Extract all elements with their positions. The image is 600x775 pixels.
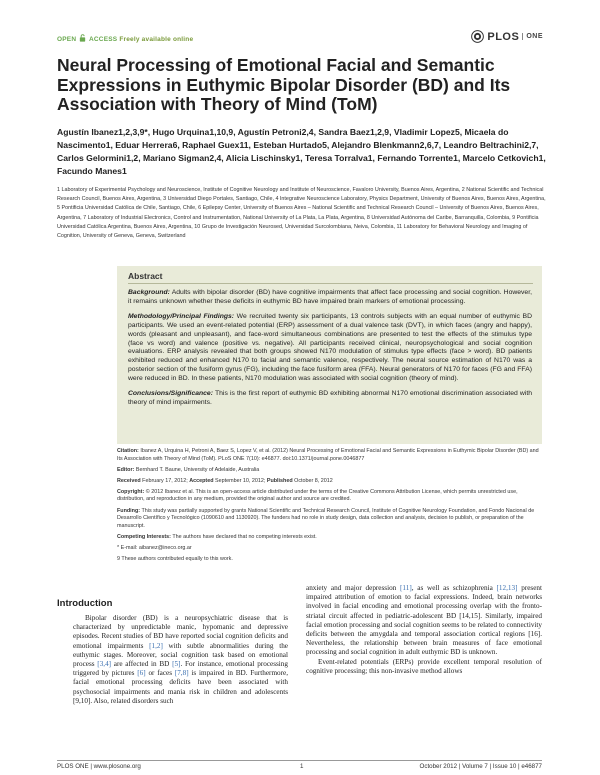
conclusions-text: This is the first report of euthymic BD exhibiting abnormal N170 emotional discrimination associated with theory of mind impairments. — [128, 390, 532, 406]
methods-text: We recruited twenty six participants, 13 controls subjects with an equal number of euthymic BD participants. We used an event-related potential (ERP) assessment of a dual valence task (DVT), in which faces (angry and happy), words (pleasant and unpleasant), and face-word simultaneous combinations are presented to test the effects of the stimulus type (face vs word) and valence (positive vs. negative). All participants received clinical, neuropsychological and social cognition evaluations. ERP analysis revealed that both groups showed N170 modulation of stimulus type effects (face > word). BD patients exhibited reduced and enhanced N170 to facial and semantic valence, respectively. The neural source estimation of N170 was a posterior section of the fusiform gyrus (FG), including the face fusiform area (FFA). Neural generators of N170 for faces (FG and FFA) were reduced in BD. In these patients, N170 modulation was associated with social cognition (theory of mind). — [128, 312, 532, 383]
citation-link[interactable]: [3,4] — [97, 660, 112, 669]
citation-link[interactable]: [7,8] — [174, 669, 189, 678]
funding-label: Funding: — [117, 507, 141, 514]
intro-paragraph-2: Event-related potentials (ERPs) provide excellent temporal resolution of cognitive processing; this non-invasive method allows — [306, 657, 542, 675]
citation — [117, 448, 542, 463]
open-access-banner[interactable] — [57, 34, 193, 43]
access-label: ACCESS — [89, 36, 118, 43]
accepted-date: September 10, 2012; — [213, 477, 267, 484]
editor — [117, 467, 542, 475]
background-label: Background: — [128, 289, 170, 296]
competing-text: The authors have declared that no competing interests exist. — [170, 533, 317, 540]
copyright-text: © 2012 Ibanez et al. This is an open-access article distributed under the terms of the Creative Commons Attribution License, which permits unrestricted use, distribution, and reproduction in any medium, provided the original author and source are credited. — [117, 488, 518, 503]
copyright-label: Copyright: — [117, 488, 145, 495]
published-date: October 8, 2012 — [292, 477, 333, 484]
citation-link[interactable]: [12,13] — [496, 584, 518, 592]
methods-label: Methodology/Principal Findings: — [128, 312, 235, 320]
published-label: Published — [266, 477, 293, 484]
intro-text: anxiety and major depression — [306, 584, 401, 592]
citation-link[interactable]: [11] — [400, 584, 412, 592]
article-title: Neural Processing of Emotional Facial and Semantic Expressions in Euthymic Bipolar Disorder (BD) and Its Association with Theory of Mind (ToM) — [57, 55, 511, 114]
intro-text: is impaired in BD. Furthermore, facial emotional processing deficits have been associated with psychosocial impairments and mania risk in children and adolescents [9,10]. Also, related disorders such — [73, 669, 289, 705]
author-list: Agustín Ibanez1,2,3,9*, Hugo Urquina1,10,9, Agustín Petroni2,4, Sandra Baez1,2,9, Vladimir Lopez5, Micaela do Nascimento1, Eduar Herrera6, Raphael Guex11, Esteban Hurtado5, Alejandro Blenkmann2,6,7, Leandro Beltrachini2,7, Carlos Gelormini1,2, Mariano Sigman2,4, Alicia Lischinsky1, Teresa Torralva1, Fernando Torrente1, Marcelo Cetkovich1, Facundo Manes1 — [57, 127, 546, 176]
abstract-heading: Abstract — [128, 271, 163, 281]
footer-divider — [57, 760, 542, 761]
citation-label: Citation: — [117, 448, 139, 454]
editor-label: Editor: — [117, 466, 135, 473]
intro-paragraph-1-cont — [306, 584, 542, 658]
intro-text: are affected in BD — [111, 660, 173, 669]
journal-suffix: ONE — [522, 33, 543, 40]
editor-text: Bernhard T. Baune, University of Adelaide, Australia — [134, 466, 260, 473]
dates — [117, 478, 542, 486]
footer-journal-url[interactable]: PLOS ONE | www.plosone.org — [57, 763, 141, 770]
open-label: OPEN — [57, 36, 77, 43]
citation-text: Ibanez A, Urquina H, Petroni A, Baez S, Lopez V, et al. (2012) Neural Processing of Emotional Facial and Semantic Expressions in Euthymic Bipolar Disorder (BD) and Its Association with Theory of Mind (ToM). PLoS ONE 7(10): e46877. doi:10.1371/journal.pone.0046877 — [117, 448, 539, 462]
intro-text: . For instance, emotional processing triggered by pictures — [73, 660, 288, 678]
conclusions-label: Conclusions/Significance: — [128, 390, 213, 398]
abstract-methods — [128, 313, 532, 384]
contact-email[interactable]: * E-mail: aibanez@ineco.org.ar — [117, 544, 192, 551]
abstract-body — [128, 289, 532, 414]
competing-label: Competing Interests: — [117, 533, 171, 540]
received-date: February 17, 2012; — [140, 477, 190, 484]
free-label: Freely available online — [119, 36, 194, 43]
copyright — [117, 489, 542, 504]
abstract-background — [128, 289, 532, 307]
journal-name: PLOS — [487, 30, 520, 43]
citation-link[interactable]: [5] — [172, 660, 181, 669]
intro-column-left — [73, 614, 288, 706]
background-text: Adults with bipolar disorder (BD) have cognitive impairments that affect face processing and social cognition. However, it remains unknown whether these deficits in euthymic BD have impaired brain markers of emotional processing. — [128, 289, 532, 305]
funding-text: This study was partially supported by grants National Scientific and Technical Research Council, Institute of Cognitive Neurology Foundation, and Fondo Nacional de Desarrollo Científico y Tecnológico (1090610 and 1130920). The funders had no role in study design, data collection and analysis, decision to publish, or preparation of the manuscript. — [117, 507, 535, 529]
introduction-heading: Introduction — [57, 598, 113, 609]
affiliations: 1 Laboratory of Experimental Psychology and Neuroscience, Institute of Cognitive Neurology and Institute of Neuroscience, Favaloro University, Buenos Aires, Argentina, 2 National Scientific and Technical Research Council, Buenos Aires, Argentina, 3 Universidad Diego Portales, Santiago, Chile, 4 Integrative Neuroscience Laboratory, Physics Department, University of Buenos Aires, Buenos Aires, Argentina, 5 Pontificia Universidad Católica de Chile, Santiago, Chile, 6 Epilepsy Center, University of Buenos Aires – National Scientific and Technical Research Council – University of Buenos Aires, Buenos Aires, Argentina, 7 Laboratory of Industrial Electronics, Control and Instrumentation, National University of La Plata, La Plata, Argentina, 8 Universidad Autónoma del Caribe, Barranquilla, Colombia, 9 Pontificia Universidad Católica Argentina, Buenos Aires, Argentina, 10 Grupo de Investigación Neurosed, Universidad Surcolombiana, Neiva, Colombia, 11 Laboratory for Behavioral Neurology and Imaging of Cognition, University of Geneva, Geneva, Switzerland — [57, 187, 546, 240]
intro-text: present impaired attribution of emotion to facial expressions. Indeed, brain networks involved in facial encoding and emotional processing overlap with the fronto-striatal circuit affected in pediatric-adolescent BD [14,15]. Similarly, impaired facial emotion processing and social cognition seems to be related to connectivity deficits between the amygdala and temporal association cortical regions [16]. Nevertheless, the relationship between brain measures of face emotional processing and social cognition in adult euthymic BD is unknown. — [306, 584, 542, 657]
article-metadata — [117, 448, 542, 567]
abstract-conclusions — [128, 390, 532, 408]
footer-issue-info: October 2012 | Volume 7 | Issue 10 | e46877 — [419, 763, 542, 770]
accepted-label: Accepted — [189, 477, 214, 484]
intro-text: Bipolar disorder (BD) is a neuropsychiatric disease that is characterized by unpredictable manic, hypomanic and depressive episodes. Recent studies of BD have reported social cognition deficits and emotional impairments — [73, 614, 288, 650]
intro-paragraph-1 — [73, 614, 288, 706]
equal-contribution-note: 9 These authors contributed equally to this work. — [117, 556, 233, 563]
funding — [117, 508, 542, 531]
intro-column-right — [306, 584, 542, 676]
intro-text: or faces — [145, 669, 175, 678]
plos-one-logo[interactable] — [471, 30, 543, 43]
open-lock-icon — [79, 34, 86, 42]
abstract-divider — [128, 283, 533, 284]
competing-interests — [117, 534, 542, 542]
journal-header — [57, 32, 543, 46]
citation-link[interactable]: [6] — [137, 669, 146, 678]
page-number: 1 — [300, 763, 304, 770]
intro-text: with subtle abnormalities during the euthymic stages. Moreover, social cognition task based on emotional process — [73, 641, 288, 669]
intro-text: , as well as schizophrenia — [411, 584, 497, 592]
received-label: Received — [117, 477, 141, 484]
plos-logo-icon — [471, 30, 484, 43]
citation-link[interactable]: [1,2] — [149, 641, 163, 650]
